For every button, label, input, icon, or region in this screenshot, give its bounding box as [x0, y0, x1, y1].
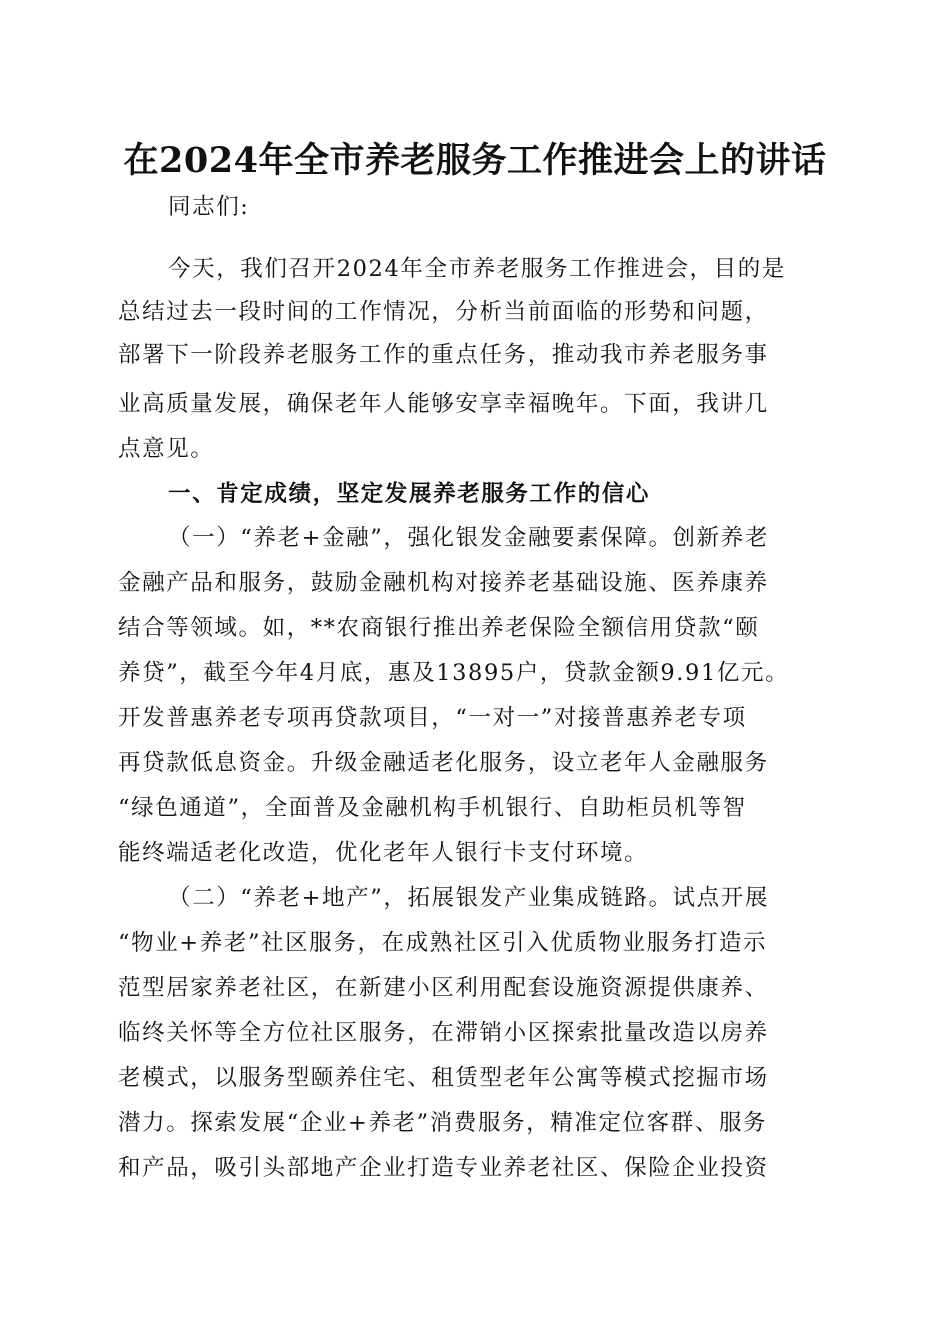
- paragraph-line: “绿色通道”，全面普及金融机构手机银行、自助柜员机等智: [118, 795, 747, 821]
- paragraph-line: 潜力。探索发展“企业+养老”消费服务，精准定位客群、服务: [118, 1110, 768, 1136]
- paragraph-line: 总结过去一段时间的工作情况，分析当前面临的形势和问题，: [118, 299, 769, 325]
- paragraph-line: 今天，我们召开2024年全市养老服务工作推进会，目的是: [168, 256, 786, 282]
- paragraph-line: （二）“养老+地产”，拓展银发产业集成链路。试点开展: [168, 885, 769, 911]
- paragraph-line: （一）“养老+金融”，强化银发金融要素保障。创新养老: [168, 525, 769, 551]
- paragraph-line: 范型居家养老社区，在新建小区利用配套设施资源提供康养、: [118, 975, 769, 1001]
- paragraph-line: 开发普惠养老专项再贷款项目，“一对一”对接普惠养老专项: [118, 705, 747, 731]
- paragraph-line: 能终端适老化改造，优化老年人银行卡支付环境。: [118, 840, 649, 866]
- paragraph-line: 业高质量发展，确保老年人能够安享幸福晚年。下面，我讲几: [118, 391, 769, 417]
- paragraph-line: 点意见。: [118, 436, 215, 462]
- paragraph-line: 养贷”，截至今年4月底，惠及13895户，贷款金额9.91亿元。: [118, 660, 790, 686]
- paragraph-line: 金融产品和服务，鼓励金融机构对接养老基础设施、医养康养: [118, 570, 769, 596]
- paragraph-line: 结合等领域。如，**农商银行推出养老保险全额信用贷款“颐: [118, 615, 760, 641]
- section-heading: 一、肯定成绩，坚定发展养老服务工作的信心: [168, 481, 651, 507]
- paragraph-line: 临终关怀等全方位社区服务，在滞销小区探索批量改造以房养: [118, 1020, 769, 1046]
- paragraph-line: 再贷款低息资金。升级金融适老化服务，设立老年人金融服务: [118, 750, 769, 776]
- paragraph-line: “物业+养老”社区服务，在成熟社区引入优质物业服务打造示: [118, 930, 768, 956]
- document-title: 在2024年全市养老服务工作推进会上的讲话: [123, 140, 827, 181]
- paragraph-line: 和产品，吸引头部地产企业打造专业养老社区、保险企业投资: [118, 1155, 769, 1181]
- paragraph-line: 部署下一阶段养老服务工作的重点任务，推动我市养老服务事: [118, 342, 769, 368]
- paragraph-line: 老模式，以服务型颐养住宅、租赁型老年公寓等模式挖掘市场: [118, 1065, 769, 1091]
- salutation: 同志们:: [168, 194, 250, 220]
